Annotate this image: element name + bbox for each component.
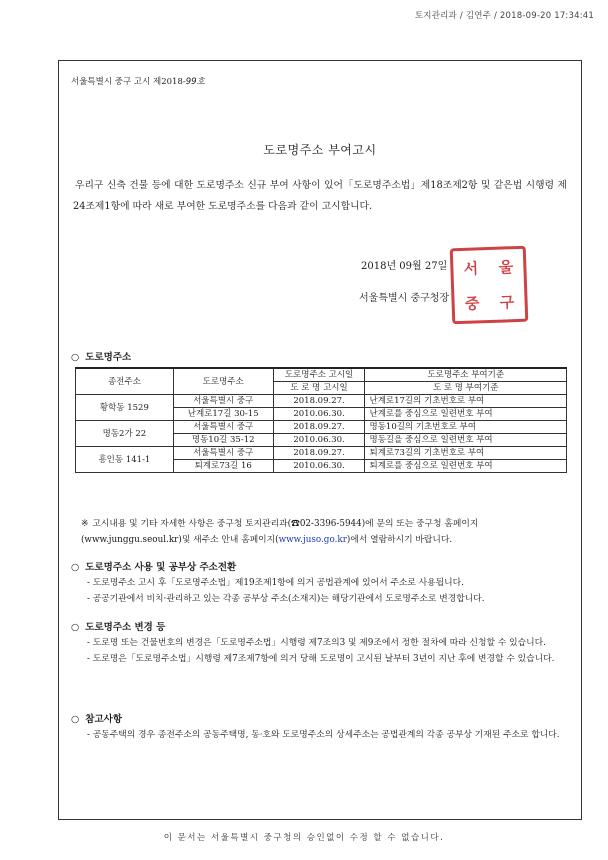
notice-title: 도로명주소 부여고시 [263,143,377,157]
cell-road-line1: 서울특별시 중구 [173,421,273,434]
notice-date: 2018년 09월 27일 [361,261,448,272]
cell-date: 2018.09.27. [273,421,365,434]
cell-date: 2010.06.30. [273,434,365,447]
cell-road-line1: 서울특별시 중구 [173,447,273,460]
footer-disclaimer: 이 문서는 서울특별시 중구청의 승인없이 수정 할 수 없습니다. [163,833,445,843]
bullet-mark: ○ [71,562,80,573]
list-item: - 도로명주소 고시 후「도로명주소법」제19조제1항에 의거 공법관계에 있어서 주소로 사용됩니다. [87,578,464,588]
cell-parcel: 황학동 1529 [76,395,174,421]
list-item: - 공동주택의 경우 종전주소의 공동주택명, 동·호와 도로명주소의 상세주소는 공법관계의 각종 공부상 기재된 주소로 합니다. [87,730,560,740]
cell-date: 2010.06.30. [273,408,365,421]
system-stamp: 토지관리과 / 김연주 / 2018-09-20 17:34:41 [414,11,594,21]
cell-date: 2010.06.30. [273,460,365,473]
table-header-row [76,368,567,382]
col-road-address: 도로명주소 [173,368,273,395]
col-notice-date-bottom: 도 로 명 고시일 [273,382,365,395]
note-text-part1: 고시내용 및 기타 자세한 사항은 중구청 토지관리과(☎02-3396-5944)에 문의 또는 중구청 홈페이지(www.junggu.seoul.kr)및 새주소 안내 홈페이지( [81,519,479,545]
col-parcel: 종전주소 [76,368,174,395]
bullet-mark: ○ [71,352,80,363]
seal-char: 구 [499,293,515,312]
juso-link[interactable]: www.juso.go.kr [278,535,347,545]
table-row [76,447,567,460]
cell-basis: 퇴계로를 중심으로 일련번호 부여 [365,460,567,473]
section-heading-text: 도로명주소 [85,352,132,363]
cell-road-line2: 퇴계로73길 16 [173,460,273,473]
table-row [76,421,567,434]
cell-basis: 명동10길의 기초번호로 부여 [365,421,567,434]
list-item: - 공공기관에서 비치·관리하고 있는 각종 공부상 주소(소재지)는 해당기관에서 도로명주소로 변경합니다. [87,594,485,604]
cell-road-line1: 서울특별시 중구 [173,395,273,408]
reference-list [87,727,567,743]
cell-road-line2: 명동10길 35-12 [173,434,273,447]
cell-date: 2018.09.27. [273,447,365,460]
notice-number-handwritten: 99호 [185,77,205,87]
cell-date: 2018.09.27. [273,395,365,408]
section-usage-heading [71,559,236,573]
seal-char: 서 [463,259,479,278]
note-text-part2: )에서 열람하시기 바랍니다. [346,535,453,545]
cell-road-line2: 난계로17길 30-15 [173,408,273,421]
cell-basis: 난계로17길의 기초번호로 부여 [365,395,567,408]
section-heading-text: 도로명주소 변경 등 [85,622,166,633]
list-item: - 도로명 또는 건물번호의 변경은「도로명주소법」시행령 제7조의3 및 제9조에서 정한 절차에 따라 신청할 수 있습니다. [87,638,546,648]
cell-basis: 퇴계로73길의 기초번호로 부여 [365,447,567,460]
col-notice-date-top: 도로명주소 고시일 [273,368,365,382]
notice-number-prefix: 서울특별시 중구 고시 제2018- [71,77,186,87]
section-change-heading [71,619,165,633]
address-table [75,367,567,473]
bullet-mark: ○ [71,622,80,633]
section-address-heading [71,349,131,363]
cell-parcel: 흥인동 141-1 [76,447,174,473]
table-row [76,395,567,408]
notice-number [71,75,205,87]
note-mark: ※ [81,519,89,529]
list-item: - 도로명은「도로명주소법」시행령 제7조제7항에 의거 당해 도로명이 고시된 날부터 3년이 지난 후에 변경할 수 있습니다. [87,654,555,664]
change-list [87,635,567,667]
cell-basis: 난계로를 중심으로 일련번호 부여 [365,408,567,421]
notice-frame [58,60,582,820]
bullet-mark: ○ [71,714,80,725]
seal-char: 울 [498,258,514,277]
col-basis-bottom: 도 로 명 부여기준 [365,382,567,395]
section-heading-text: 도로명주소 사용 및 공부상 주소전환 [85,562,237,573]
seal-char: 중 [464,294,480,313]
issuer: 서울특별시 중구청장 [359,293,450,304]
section-ref-heading [71,711,122,725]
usage-list [87,575,567,607]
col-basis-top: 도로명주소 부여기준 [365,368,567,382]
cell-basis: 명동길을 중심으로 일련번호 부여 [365,434,567,447]
section-heading-text: 참고사항 [85,714,123,725]
cell-parcel: 명동2가 22 [76,421,174,447]
intro-paragraph: 우리구 신축 건물 등에 대한 도로명주소 신규 부여 사항이 있어「도로명주소법」제18조제2항 및 같은법 시행령 제24조제1항에 따라 새로 부여한 도로명주소를 다음과 같이 고시합니다. [73,180,567,212]
inquiry-note [81,516,565,548]
official-seal [450,246,529,325]
